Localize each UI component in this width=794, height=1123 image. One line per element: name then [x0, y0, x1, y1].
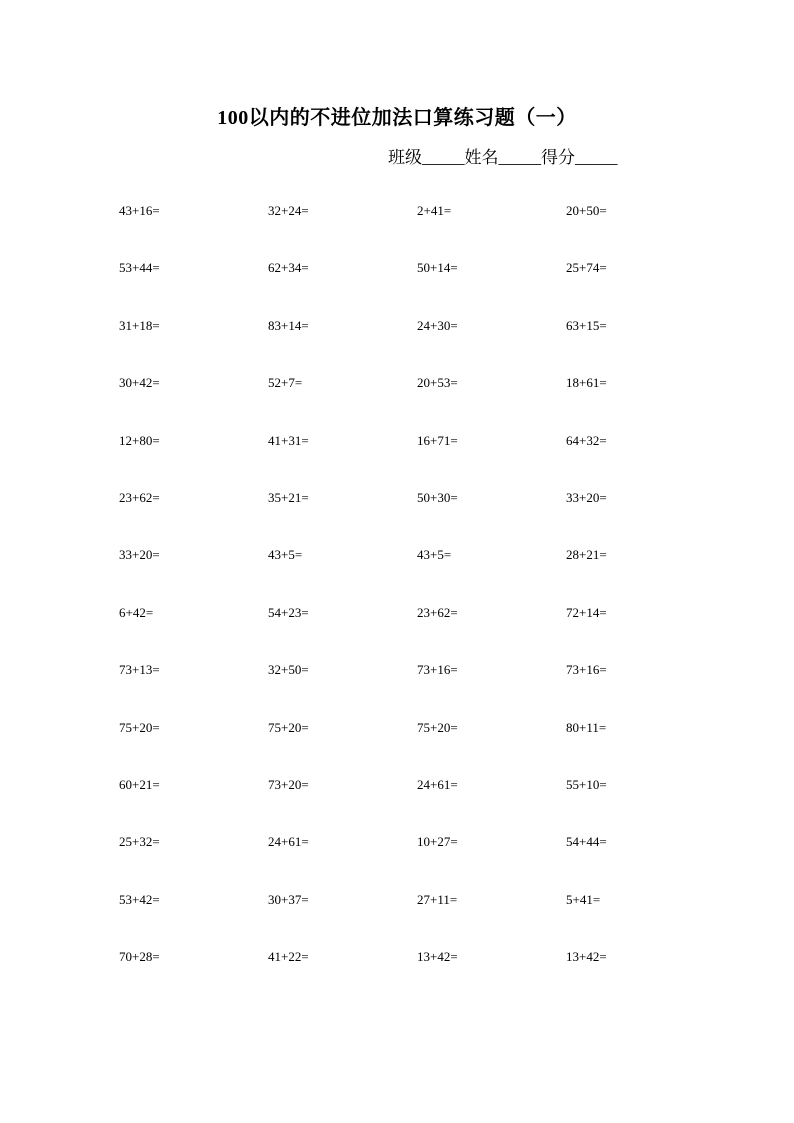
problem-grid	[119, 201, 719, 1004]
problem-row	[119, 603, 719, 660]
class-field-label: 班级_____	[388, 148, 465, 167]
problem-item: 5+41=	[566, 891, 601, 907]
problem-item: 53+42=	[119, 891, 160, 907]
problem-item: 12+80=	[119, 432, 160, 448]
problem-item: 6+42=	[119, 604, 154, 620]
problem-item: 73+16=	[417, 662, 458, 678]
problem-item: 24+61=	[417, 776, 458, 792]
problem-item: 31+18=	[119, 317, 160, 333]
problem-item: 24+30=	[417, 317, 458, 333]
problem-item: 73+13=	[119, 662, 160, 678]
problem-item: 33+20=	[119, 547, 160, 563]
problem-item: 83+14=	[268, 317, 309, 333]
problem-item: 43+5=	[417, 547, 452, 563]
problem-item: 25+74=	[566, 260, 607, 276]
problem-item: 53+44=	[119, 260, 160, 276]
problem-item: 27+11=	[417, 891, 458, 907]
problem-item: 73+20=	[268, 776, 309, 792]
problem-item: 32+24=	[268, 203, 309, 218]
problem-item: 80+11=	[566, 719, 607, 735]
problem-item: 23+62=	[417, 604, 458, 620]
problem-item: 35+21=	[268, 489, 309, 505]
problem-row	[119, 890, 719, 947]
problem-item: 54+23=	[268, 604, 309, 620]
problem-item: 50+30=	[417, 489, 458, 505]
problem-row	[119, 488, 719, 545]
problem-item: 2+41=	[417, 203, 452, 218]
problem-item: 64+32=	[566, 432, 607, 448]
problem-item: 50+14=	[417, 260, 458, 276]
problem-item: 10+27=	[417, 834, 458, 850]
problem-item: 24+61=	[268, 834, 309, 850]
page-title: 100以内的不进位加法口算练习题（一）	[217, 107, 577, 129]
problem-row	[119, 545, 719, 602]
problem-item: 13+42=	[417, 949, 458, 965]
problem-item: 75+20=	[417, 719, 458, 735]
problem-item: 62+34=	[268, 260, 309, 276]
problem-row	[119, 660, 719, 717]
problem-item: 28+21=	[566, 547, 607, 563]
problem-item: 20+50=	[566, 203, 607, 218]
problem-item: 41+22=	[268, 949, 309, 965]
problem-item: 30+42=	[119, 375, 160, 391]
problem-row	[119, 373, 719, 430]
problem-row	[119, 947, 719, 1004]
problem-row	[119, 775, 719, 832]
problem-item: 70+28=	[119, 949, 160, 965]
problem-row	[119, 431, 719, 488]
problem-item: 41+31=	[268, 432, 309, 448]
problem-row	[119, 718, 719, 775]
problem-item: 32+50=	[268, 662, 309, 678]
problem-item: 55+10=	[566, 776, 607, 792]
problem-item: 43+5=	[268, 547, 303, 563]
problem-item: 60+21=	[119, 776, 160, 792]
problem-item: 25+32=	[119, 834, 160, 850]
problem-item: 52+7=	[268, 375, 303, 391]
problem-item: 16+71=	[417, 432, 458, 448]
problem-row	[119, 832, 719, 889]
problem-item: 63+15=	[566, 317, 607, 333]
problem-item: 75+20=	[268, 719, 309, 735]
problem-item: 20+53=	[417, 375, 458, 391]
problem-row	[119, 316, 719, 373]
student-info-line	[388, 146, 618, 170]
problem-item: 30+37=	[268, 891, 309, 907]
problem-row	[119, 258, 719, 315]
name-field-label: 姓名_____	[464, 148, 541, 167]
problem-item: 72+14=	[566, 604, 607, 620]
problem-item: 18+61=	[566, 375, 607, 391]
problem-row	[119, 201, 719, 258]
problem-item: 33+20=	[566, 489, 607, 505]
problem-item: 75+20=	[119, 719, 160, 735]
problem-item: 23+62=	[119, 489, 160, 505]
problem-item: 13+42=	[566, 949, 607, 965]
score-field-label: 得分_____	[541, 148, 618, 167]
problem-item: 43+16=	[119, 203, 160, 218]
problem-item: 73+16=	[566, 662, 607, 678]
problem-item: 54+44=	[566, 834, 607, 850]
